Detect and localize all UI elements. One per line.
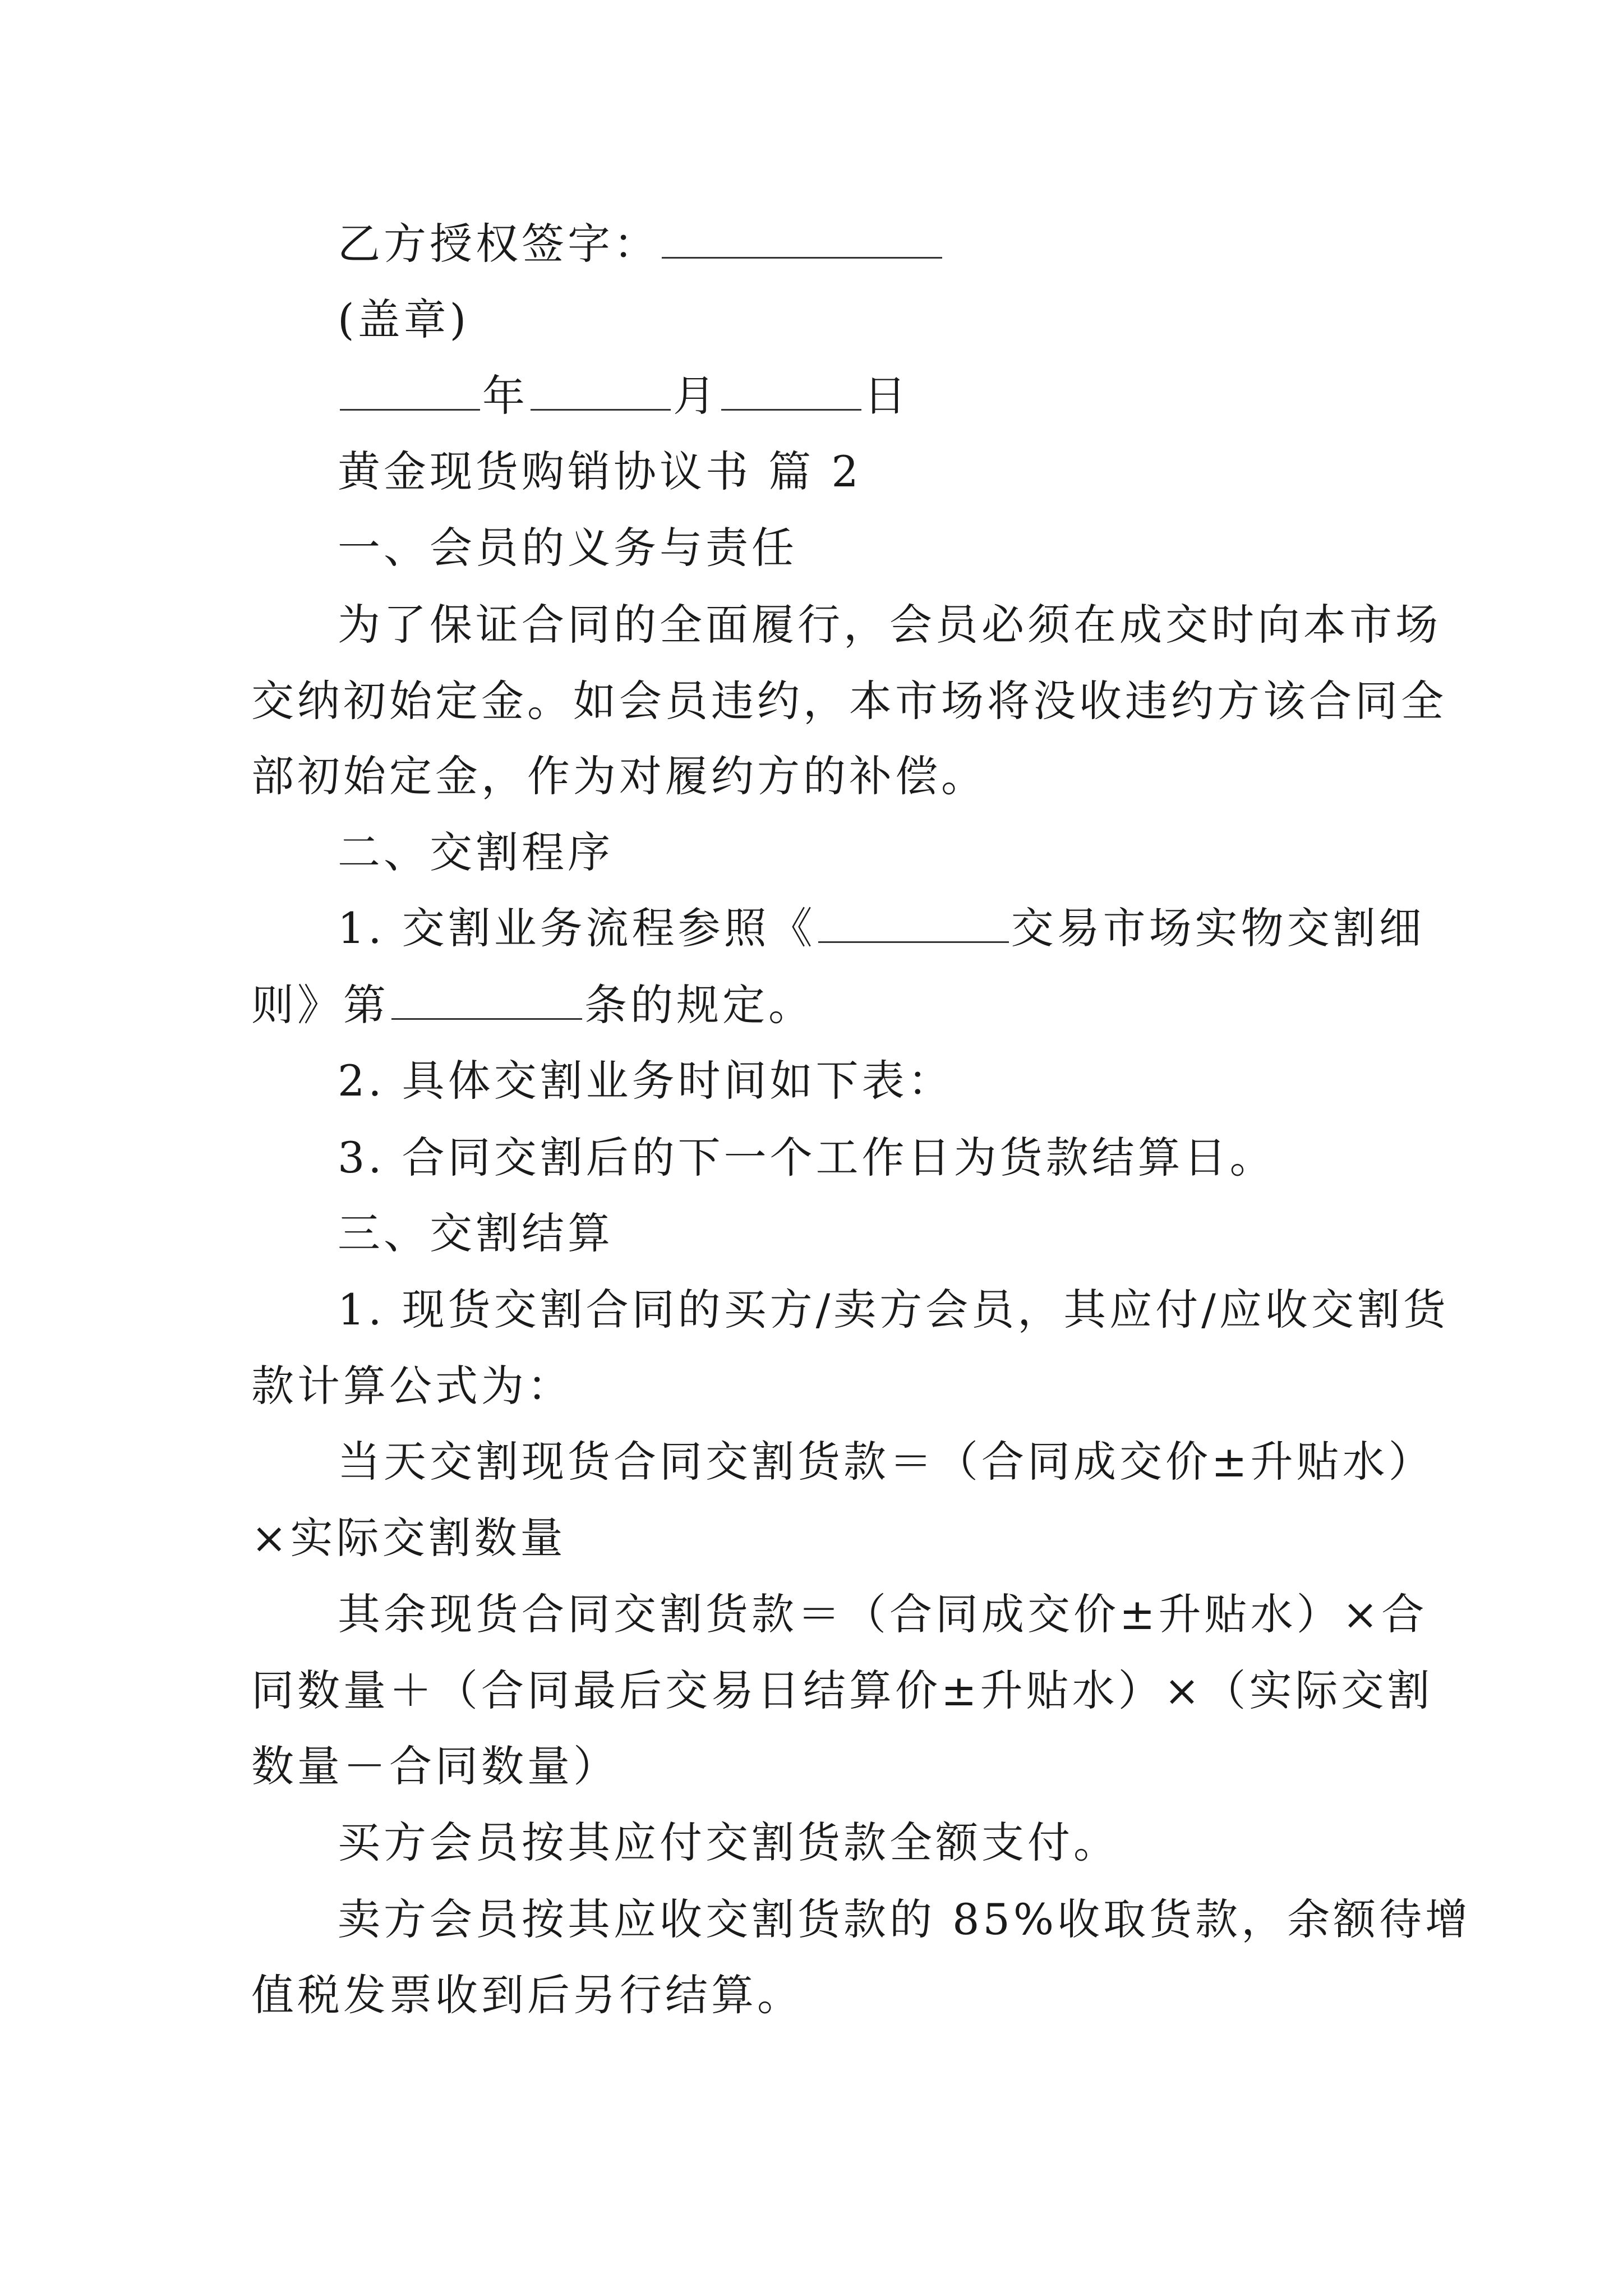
item-1-text: 1. 交割业务流程参照《 <box>338 903 816 953</box>
calc-line: 1. 现货交割合同的买方/卖方会员，其应付/应收交割货 <box>338 1285 1449 1335</box>
heading-settlement: 三、交割结算 <box>338 1208 614 1258</box>
section-title: 黄金现货购销协议书 篇 2 <box>338 447 862 496</box>
year-label: 年 <box>482 371 528 421</box>
formula-line: 数量－合同数量） <box>251 1741 619 1791</box>
paragraph-line: 部初始定金，作为对履约方的补偿。 <box>251 751 987 801</box>
formula-line: ×实际交割数量 <box>251 1513 566 1563</box>
formula-line: 其余现货合同交割货款＝（合同成交价±升贴水）×合 <box>338 1589 1428 1639</box>
signature-label: 乙方授权签字： <box>338 219 660 269</box>
article-number-blank[interactable] <box>391 979 582 1020</box>
month-label: 月 <box>673 371 719 421</box>
seal-label: (盖章) <box>338 295 470 344</box>
item-1-text: 则》第 <box>251 980 389 1030</box>
market-name-blank[interactable] <box>818 902 1009 943</box>
day-label: 日 <box>864 371 910 421</box>
buyer-payment: 买方会员按其应付交割货款全额支付。 <box>338 1818 1119 1867</box>
paragraph-line: 为了保证合同的全面履行，会员必须在成交时向本市场 <box>338 600 1441 650</box>
seller-payment-line: 卖方会员按其应收交割货款的 85%收取货款，余额待增 <box>338 1894 1472 1944</box>
item-1-line <box>338 900 1425 956</box>
signature-line <box>338 216 1390 272</box>
month-blank[interactable] <box>531 370 671 411</box>
date-line <box>338 368 1390 424</box>
year-blank[interactable] <box>340 370 480 411</box>
item-2: 2. 具体交割业务时间如下表： <box>338 1056 954 1106</box>
item-1-text: 条的规定。 <box>584 980 814 1030</box>
paragraph-line: 交纳初始定金。如会员违约，本市场将没收违约方该合同全 <box>251 676 1447 726</box>
item-3: 3. 合同交割后的下一个工作日为货款结算日。 <box>338 1133 1276 1182</box>
heading-obligations: 一、会员的义务与责任 <box>338 523 797 573</box>
formula-line: 同数量＋（合同最后交易日结算价±升贴水）×（实际交割 <box>251 1665 1433 1715</box>
day-blank[interactable] <box>721 370 861 411</box>
heading-delivery-procedure: 二、交割程序 <box>338 827 614 877</box>
item-1-line <box>251 977 1390 1033</box>
formula-line: 当天交割现货合同交割货款＝（合同成交价±升贴水） <box>338 1437 1435 1487</box>
calc-line: 款计算公式为： <box>251 1361 573 1411</box>
signature-blank[interactable] <box>662 218 942 259</box>
seller-payment-line: 值税发票收到后另行结算。 <box>251 1970 803 2020</box>
item-1-text: 交易市场实物交割细 <box>1011 903 1425 953</box>
